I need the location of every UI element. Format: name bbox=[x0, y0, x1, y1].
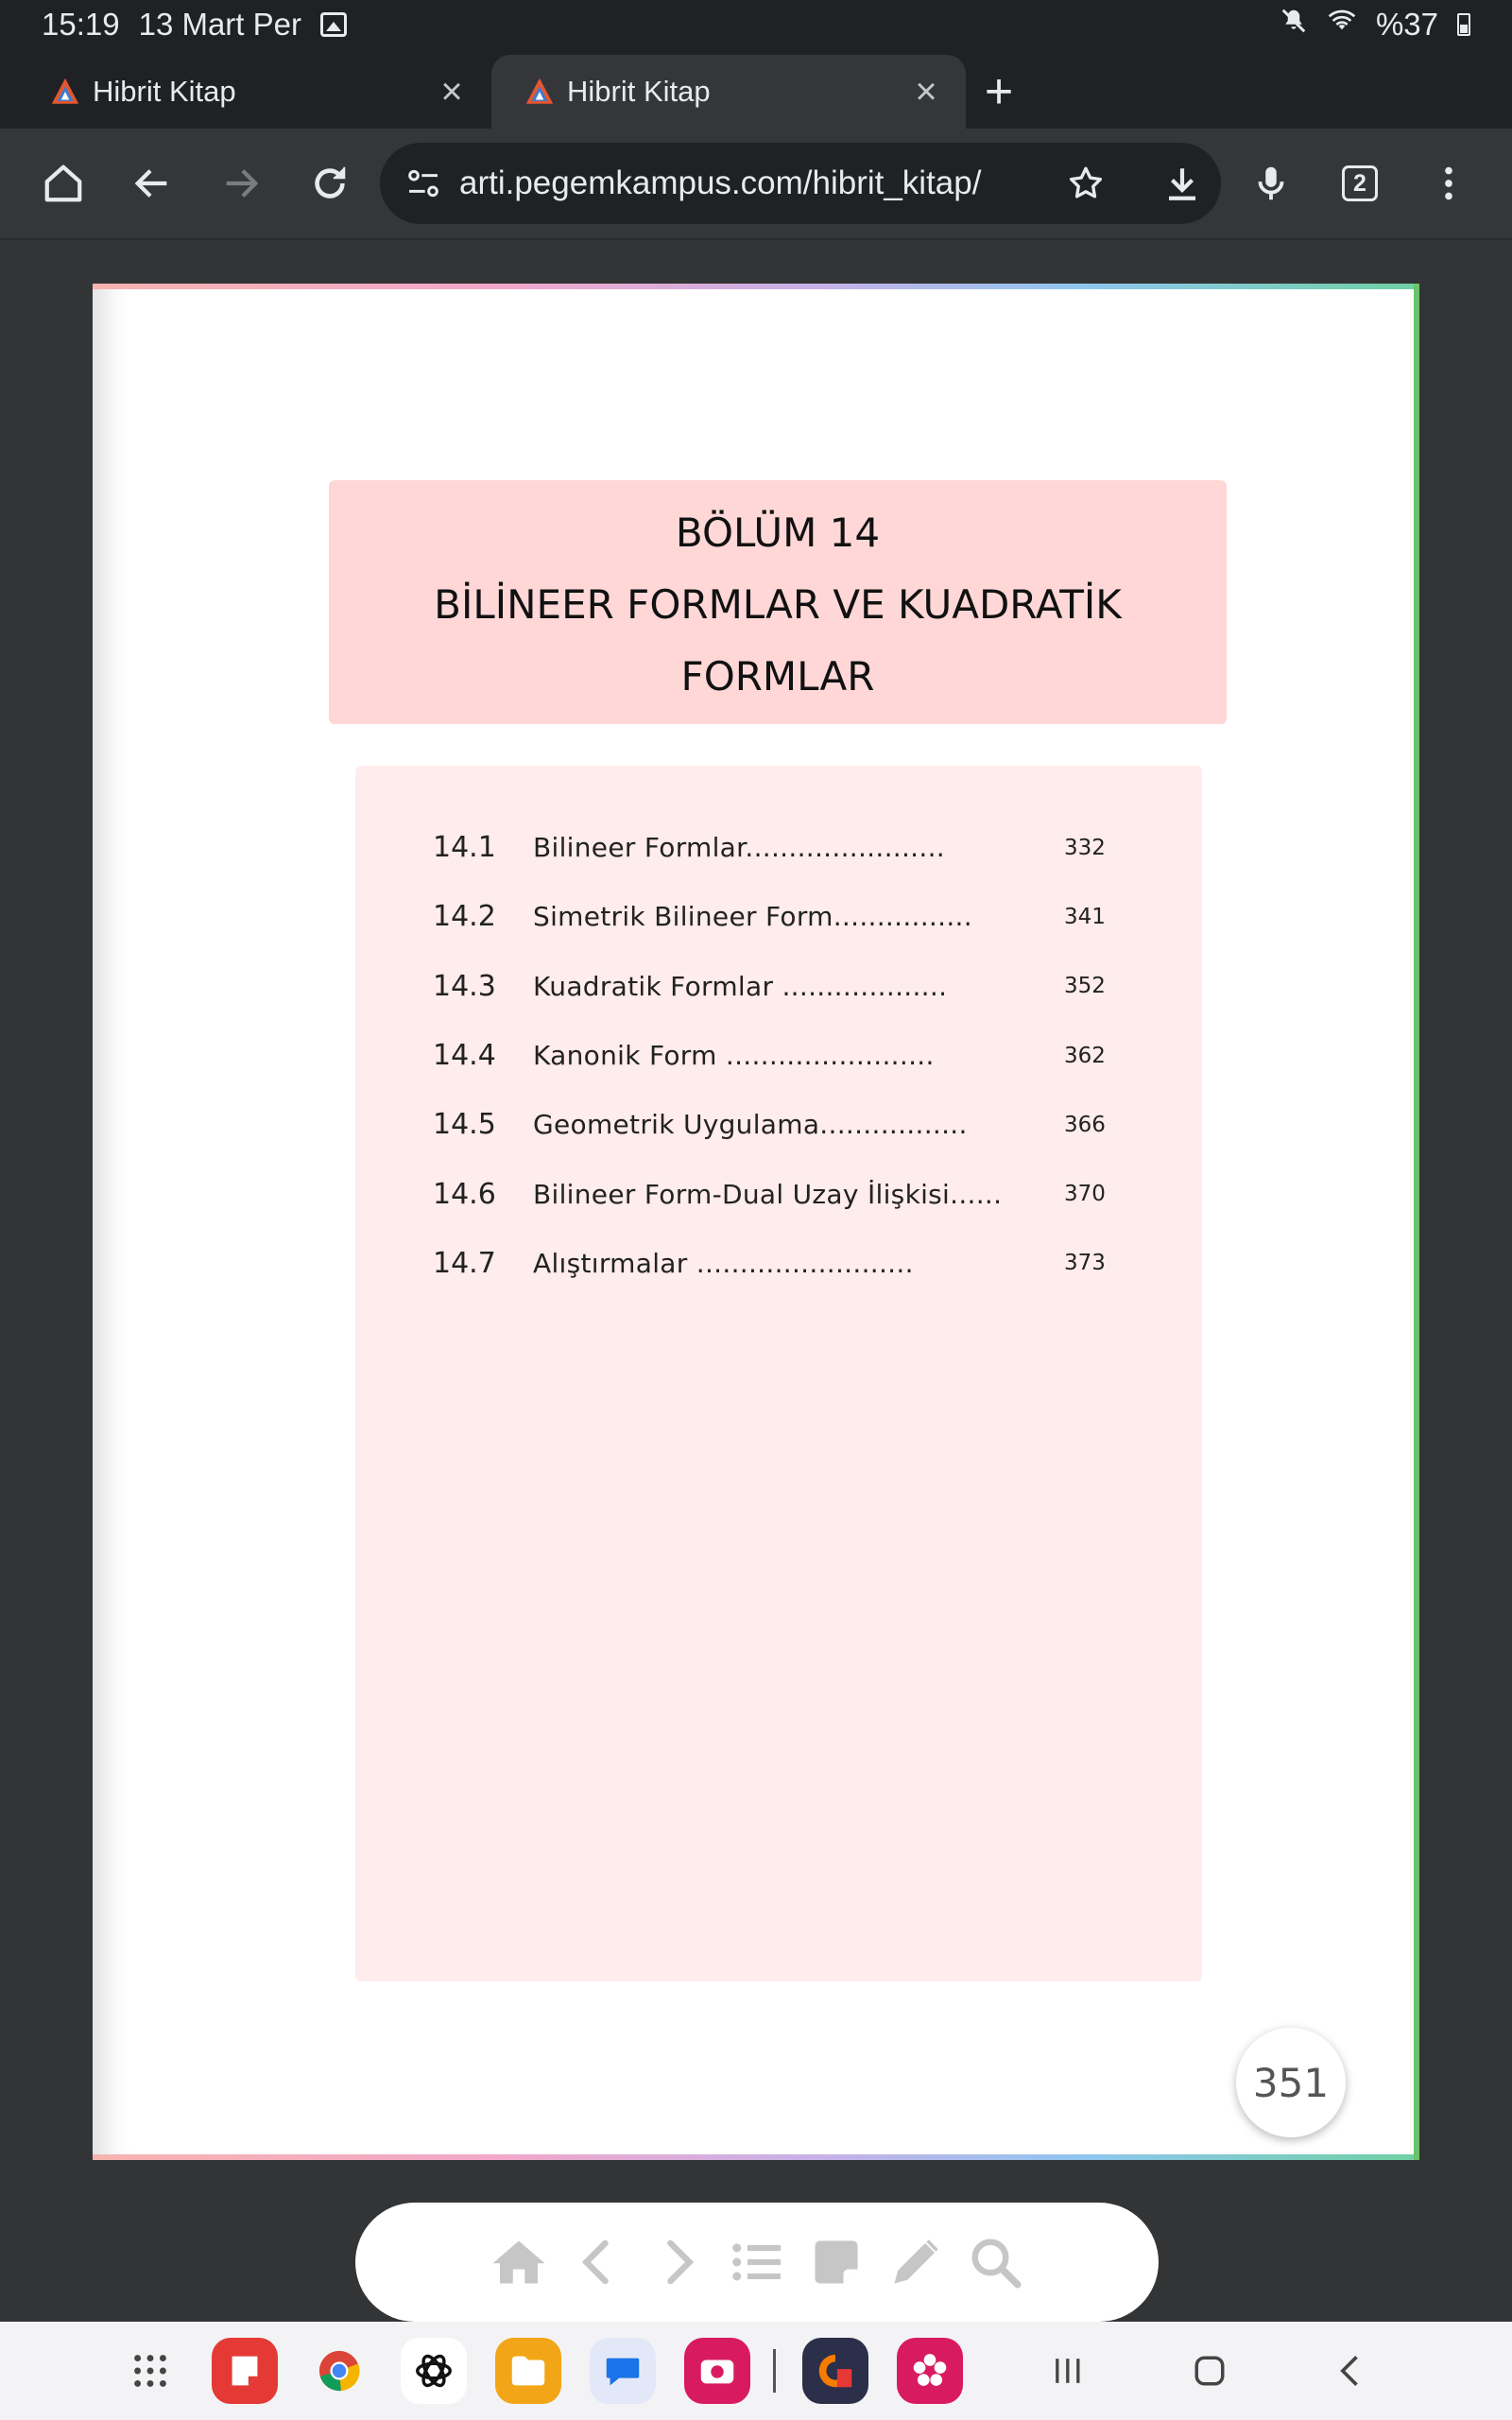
menu-button[interactable] bbox=[1404, 136, 1493, 231]
app-logo-icon bbox=[814, 2349, 857, 2393]
chat-bubble-icon bbox=[601, 2349, 644, 2393]
home-icon bbox=[490, 2234, 547, 2290]
chatgpt-icon bbox=[412, 2349, 455, 2393]
toc-page-number: 352 bbox=[1064, 974, 1106, 999]
tab-title: Hibrit Kitap bbox=[93, 75, 236, 108]
tab-strip bbox=[0, 49, 1512, 129]
battery-icon bbox=[1457, 13, 1470, 36]
sticky-note-icon bbox=[808, 2234, 865, 2290]
app-recent-1[interactable] bbox=[802, 2338, 868, 2404]
download-icon[interactable] bbox=[1162, 164, 1202, 203]
recents-icon bbox=[1047, 2350, 1089, 2392]
search-button[interactable] bbox=[964, 2231, 1026, 2293]
pencil-icon bbox=[887, 2234, 944, 2290]
app-notes[interactable] bbox=[212, 2338, 278, 2404]
tab-hibrit-kitap-1[interactable] bbox=[17, 55, 491, 129]
back-button[interactable] bbox=[108, 136, 197, 231]
app-chrome[interactable] bbox=[306, 2338, 372, 2404]
chevron-left-icon bbox=[1331, 2350, 1372, 2392]
toc-section-number: 14.1 bbox=[433, 831, 496, 865]
chrome-icon bbox=[318, 2349, 361, 2393]
home-circle-icon bbox=[1189, 2350, 1230, 2392]
pen-button[interactable] bbox=[885, 2231, 947, 2293]
reader-home-button[interactable] bbox=[488, 2231, 550, 2293]
app-messages[interactable] bbox=[590, 2338, 656, 2404]
status-date: 13 Mart Per bbox=[138, 7, 301, 42]
page-top-border bbox=[93, 284, 1414, 289]
home-nav-button[interactable] bbox=[1139, 2333, 1280, 2409]
toc-section-title: Alıştırmalar ......................... bbox=[533, 1247, 914, 1279]
toc-section-title: Bilineer Formlar....................... bbox=[533, 832, 945, 864]
home-icon bbox=[42, 162, 85, 205]
app-files[interactable] bbox=[495, 2338, 561, 2404]
chevron-left-icon bbox=[570, 2234, 627, 2290]
tab-count: 2 bbox=[1342, 165, 1378, 201]
reload-button[interactable] bbox=[285, 136, 374, 231]
toc-section-number: 14.4 bbox=[433, 1039, 496, 1073]
pegem-logo-icon bbox=[524, 76, 556, 108]
reload-icon bbox=[308, 162, 352, 205]
toc-page-number: 373 bbox=[1064, 1251, 1106, 1276]
home-button[interactable] bbox=[19, 136, 108, 231]
reader-toolbar bbox=[355, 2203, 1159, 2322]
toc-section-title: Bilineer Form-Dual Uzay İlişkisi...... bbox=[533, 1178, 1003, 1210]
page-number-badge[interactable]: 351 bbox=[1236, 2028, 1346, 2137]
address-bar[interactable] bbox=[380, 143, 1221, 224]
sticky-note-button[interactable] bbox=[805, 2231, 868, 2293]
next-page-button[interactable] bbox=[646, 2231, 709, 2293]
app-grid-icon bbox=[129, 2349, 172, 2393]
toc-row[interactable] bbox=[355, 1021, 1202, 1090]
android-taskbar bbox=[0, 2322, 1512, 2420]
toc-section-title: Geometrik Uygulama................. bbox=[533, 1109, 968, 1141]
arrow-right-icon bbox=[219, 162, 263, 205]
toc-section-title: Simetrik Bilineer Form................ bbox=[533, 901, 972, 933]
close-tab-icon[interactable]: × bbox=[915, 70, 937, 112]
list-icon bbox=[729, 2234, 785, 2290]
pegem-logo-icon bbox=[49, 76, 81, 108]
toc-row[interactable] bbox=[355, 1229, 1202, 1298]
tab-switcher-button[interactable] bbox=[1315, 136, 1404, 231]
toc-page-number: 362 bbox=[1064, 1043, 1106, 1068]
toc-page-number: 341 bbox=[1064, 904, 1106, 929]
app-chatgpt[interactable] bbox=[401, 2338, 467, 2404]
browser-toolbar bbox=[0, 129, 1512, 240]
chapter-header bbox=[329, 480, 1227, 724]
new-tab-button[interactable]: + bbox=[984, 64, 1014, 119]
voice-search-button[interactable] bbox=[1227, 136, 1315, 231]
toc-page-number: 332 bbox=[1064, 835, 1106, 860]
camera-icon bbox=[696, 2349, 739, 2393]
page-bottom-border bbox=[93, 2154, 1414, 2160]
chapter-label: BÖLÜM 14 bbox=[675, 510, 881, 556]
wifi-icon bbox=[1327, 7, 1357, 43]
battery-percent: %37 bbox=[1375, 7, 1438, 42]
microphone-icon bbox=[1249, 162, 1293, 205]
table-of-contents bbox=[355, 766, 1202, 1981]
tab-hibrit-kitap-2[interactable] bbox=[491, 55, 966, 129]
flower-icon bbox=[908, 2349, 952, 2393]
notes-app-icon bbox=[223, 2349, 266, 2393]
chevron-right-icon bbox=[649, 2234, 706, 2290]
toc-section-title: Kanonik Form ........................ bbox=[533, 1040, 935, 1072]
toc-row[interactable] bbox=[355, 882, 1202, 951]
status-bar bbox=[0, 0, 1512, 49]
book-page[interactable] bbox=[93, 284, 1419, 2160]
chapter-title-line2: FORMLAR bbox=[680, 653, 875, 700]
more-vert-icon bbox=[1427, 162, 1470, 205]
toc-page-number: 366 bbox=[1064, 1112, 1106, 1137]
contents-list-button[interactable] bbox=[726, 2231, 788, 2293]
back-nav-button[interactable] bbox=[1280, 2333, 1422, 2409]
recent-apps-button[interactable] bbox=[997, 2333, 1139, 2409]
close-tab-icon[interactable]: × bbox=[440, 70, 463, 112]
toc-section-number: 14.2 bbox=[433, 900, 496, 934]
toc-section-number: 14.3 bbox=[433, 969, 496, 1003]
search-icon bbox=[967, 2234, 1023, 2290]
toc-section-number: 14.7 bbox=[433, 1246, 496, 1280]
url-text: arti.pegemkampus.com/hibrit_kitap/ bbox=[459, 164, 982, 201]
toc-section-title: Kuadratik Formlar ................... bbox=[533, 970, 948, 1002]
mute-icon bbox=[1280, 7, 1308, 43]
status-time: 15:19 bbox=[42, 7, 120, 42]
previous-page-button[interactable] bbox=[567, 2231, 629, 2293]
arrow-left-icon bbox=[130, 162, 174, 205]
toc-row[interactable] bbox=[355, 1159, 1202, 1228]
tab-title: Hibrit Kitap bbox=[567, 75, 711, 108]
toc-row[interactable] bbox=[355, 813, 1202, 882]
folder-icon bbox=[507, 2349, 550, 2393]
toc-section-number: 14.5 bbox=[433, 1108, 496, 1142]
app-recent-2[interactable] bbox=[897, 2338, 963, 2404]
toc-row[interactable] bbox=[355, 1090, 1202, 1159]
forward-button[interactable] bbox=[197, 136, 285, 231]
chapter-title-line1: BİLİNEER FORMLAR VE KUADRATİK bbox=[434, 581, 1122, 628]
toc-section-number: 14.6 bbox=[433, 1177, 496, 1211]
app-camera[interactable] bbox=[684, 2338, 750, 2404]
toc-row[interactable] bbox=[355, 952, 1202, 1021]
taskbar-separator bbox=[773, 2349, 776, 2393]
gallery-notification-icon bbox=[320, 12, 347, 37]
app-drawer-button[interactable] bbox=[117, 2338, 183, 2404]
bookmark-star-icon[interactable] bbox=[1066, 164, 1106, 203]
site-settings-icon[interactable] bbox=[404, 164, 442, 202]
toc-page-number: 370 bbox=[1064, 1182, 1106, 1207]
